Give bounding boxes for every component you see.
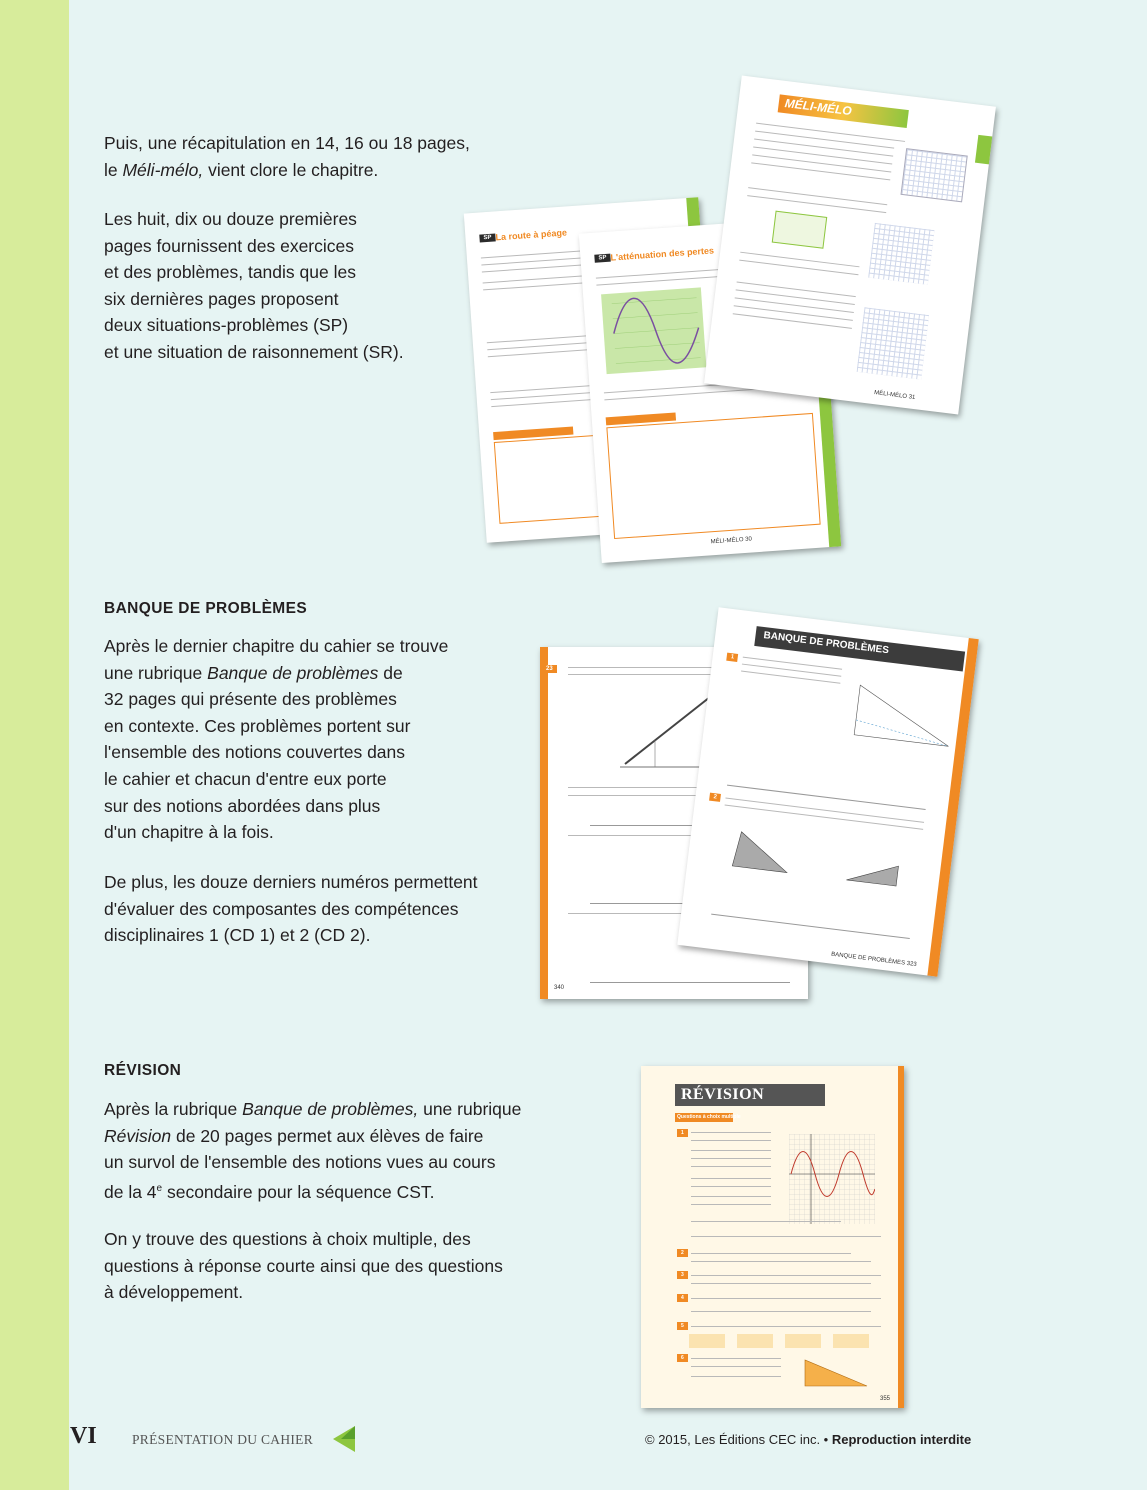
- thumb-page-number: 340: [554, 985, 565, 991]
- triangle-arrow-icon: [333, 1426, 355, 1452]
- thumb-title: RÉVISION: [681, 1086, 765, 1103]
- thumb-graph: [601, 287, 706, 374]
- banque-paragraph-2: De plus, les douze derniers numéros permettent d'évaluer des composantes des compétences disciplinaires 1 (CD 1) et 2 (CD 2).: [104, 872, 478, 946]
- sine-curve-icon: [601, 287, 706, 374]
- thumb-title: L'atténuation des pertes: [610, 245, 715, 263]
- triangle-pieces-icon: [726, 826, 931, 900]
- banque-paragraph-1: Après le dernier chapitre du cahier se trouve une rubrique Banque de problèmes de 32 pages qui présente des problèmes en contexte. Ces problèmes portent sur l'ensemble des notions couvertes dans le cahier et chacun d'entre eux porte sur des notions abordées dans plus d'un chapitre à la fois.: [104, 636, 449, 843]
- revision-heading: RÉVISION: [104, 1062, 182, 1079]
- thumb-title: BANQUE DE PROBLÈMES: [762, 630, 890, 657]
- triangle-diagram-icon: [844, 679, 960, 752]
- meli-paragraph-1: Puis, une récapitulation en 14, 16 ou 18 pages, le Méli-mélo, vient clore le chapitre.: [104, 133, 470, 180]
- thumb-title: MÉLI-MÉLO: [783, 96, 853, 119]
- thumb-revision-page: RÉVISION Questions à choix multiple 1 2 3 4 5 6 355: [641, 1066, 904, 1408]
- copyright-notice: © 2015, Les Éditions CEC inc. • Reproduction interdite: [645, 1432, 972, 1447]
- thumb-subtitle: Questions à choix multiple: [677, 1114, 741, 1120]
- banque-heading: BANQUE DE PROBLÈMES: [104, 600, 308, 617]
- thumb-route-peage-page: SP La route à péage: [464, 197, 721, 543]
- thumb-meli-melo-page: MÉLI-MÉLO MÉLI-MÉLO 31: [704, 76, 996, 415]
- thumb-banque-left-page: 23 340: [540, 647, 808, 999]
- thumb-title: La route à péage: [495, 227, 568, 243]
- meli-paragraph-2: Les huit, dix ou douze premières pages fournissent des exercices et des problèmes, tandis que les six dernières pages proposent deux situations-problèmes (SP) et une situation de raisonnement (SR).: [104, 209, 404, 362]
- thumb-footer: MÉLI-MÉLO 30: [710, 536, 753, 546]
- triangle-icon: [801, 1358, 871, 1388]
- revision-paragraph-2: On y trouve des questions à choix multiple, des questions à réponse courte ainsi que des questions à développement.: [104, 1229, 503, 1303]
- revision-graph-icon: [789, 1134, 875, 1224]
- thumb-page-number: 355: [879, 1396, 890, 1402]
- left-margin-stripe: [0, 0, 69, 1490]
- section-title: PRÉSENTATION DU CAHIER: [132, 1432, 314, 1447]
- thumb-banque-right-page: BANQUE DE PROBLÈMES 1 2 BANQUE DE PROBLÈMES 323: [677, 607, 978, 976]
- revision-paragraph-1: Après la rubrique Banque de problèmes, une rubrique Révision de 20 pages permet aux élèves de faire un survol de l'ensemble des notions vues au cours de la 4e secondaire pour la séquence CST.: [104, 1099, 522, 1202]
- page-number: VI: [70, 1423, 97, 1449]
- thumb-attenuation-page: SP L'atténuation des pertes MÉLI-MÉLO 30: [579, 217, 841, 563]
